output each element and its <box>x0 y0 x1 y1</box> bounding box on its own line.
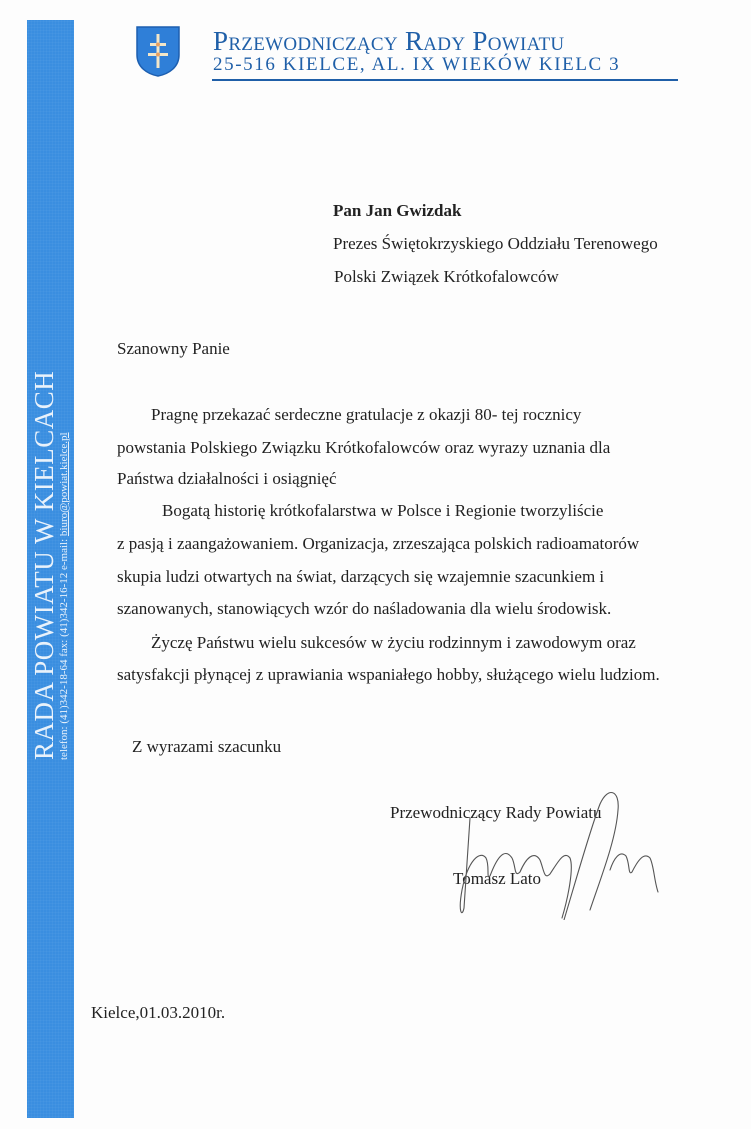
handwritten-signature <box>440 780 670 920</box>
paragraph-2-line: Bogatą historię krótkofalarstwa w Polsce i Regionie tworzyliście <box>162 501 604 520</box>
recipient-line-2: Polski Związek Krótkofalowców <box>334 267 559 286</box>
sidebar-contact <box>58 340 71 760</box>
paragraph-2-line: z pasją i zaangażowaniem. Organizacja, zrzeszająca polskich radioamatorów <box>117 534 640 553</box>
sidebar-text <box>30 340 76 760</box>
letterhead-title: Przewodniczący Rady Powiatu <box>213 26 565 56</box>
paragraph-3-line: satysfakcji płynącej z uprawiania wspaniałego hobby, służącego wielu ludziom. <box>117 665 660 684</box>
paragraph-2-line: szanowanych, stanowiących wzór do naśladowania dla wielu środowisk. <box>117 599 612 618</box>
closing: Z wyrazami szacunku <box>132 737 282 756</box>
salutation: Szanowny Panie <box>117 339 230 358</box>
sidebar-title: RADA POWIATU W KIELCACH <box>29 370 59 760</box>
paragraph-1-line: powstania Polskiego Związku Krótkofalowców oraz wyrazy uznania dla <box>117 438 611 457</box>
recipient-line-1: Prezes Świętokrzyskiego Oddziału Terenowego <box>333 234 658 253</box>
coat-of-arms-icon <box>135 25 181 77</box>
paragraph-1-line: Pragnę przekazać serdeczne gratulacje z okazji 80- tej rocznicy <box>151 405 582 424</box>
letterhead-address: 25-516 KIELCE, AL. IX WIEKÓW KIELC 3 <box>213 54 621 75</box>
paragraph-2-line: skupia ludzi otwartych na świat, darzących się wzajemnie szacunkiem i <box>117 567 605 586</box>
letterhead-divider <box>212 79 678 81</box>
place-date: Kielce,01.03.2010r. <box>91 1003 226 1022</box>
signatory-role: Przewodniczący Rady Powiatu <box>390 803 602 822</box>
paragraph-1-line: Państwa działalności i osiągnięć <box>117 469 337 488</box>
contact-phone-fax: telefon: (41)342-18-64 fax: (41)342-16-12 e-mail: <box>58 536 70 760</box>
contact-email-link[interactable]: biuro@powiat.kielce.pl <box>58 432 70 537</box>
paragraph-3-line: Życzę Państwu wielu sukcesów w życiu rodzinnym i zawodowym oraz <box>151 633 636 652</box>
signatory-name: Tomasz Lato <box>453 869 542 888</box>
recipient-name: Pan Jan Gwizdak <box>333 201 462 220</box>
